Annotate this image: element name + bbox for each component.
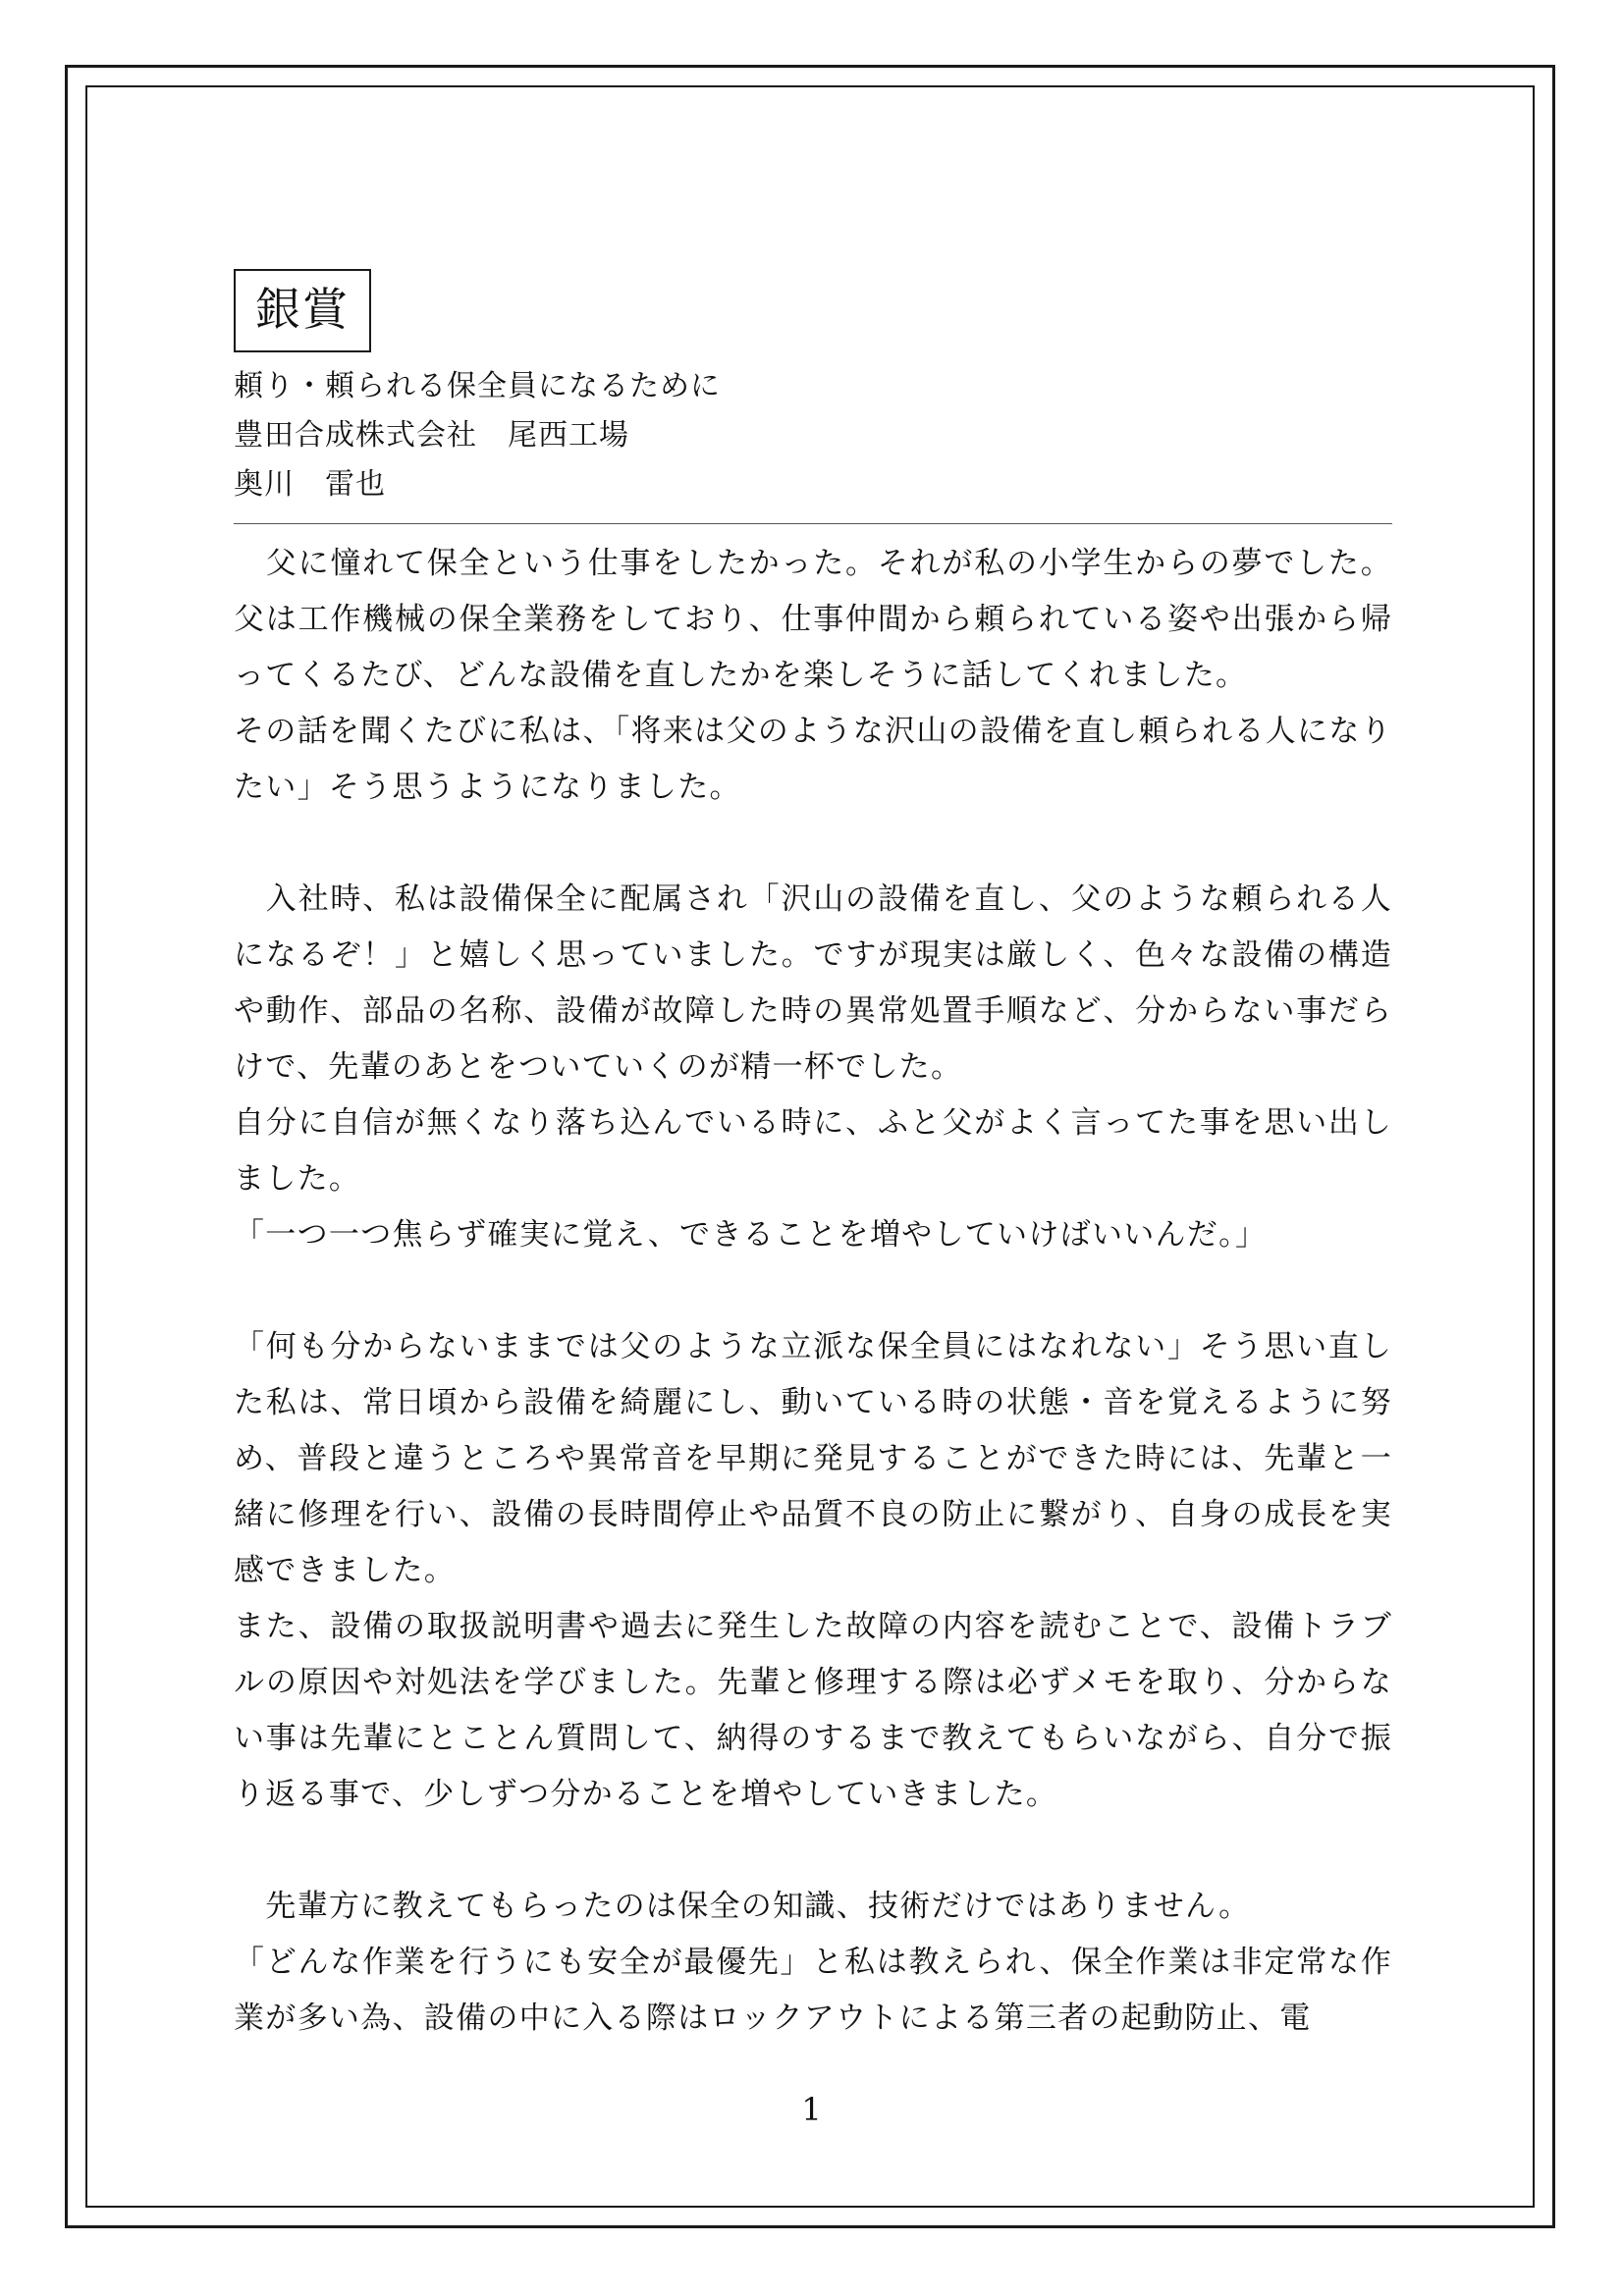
paragraph-7: また、設備の取扱説明書や過去に発生した故障の内容を読むことで、設備トラブルの原因や対処法を学びました。先輩と修理する際は必ずメモを取り、分からない事は先輩にとことん質問して、納得のするまで教えてもらいながら、自分で振り返る事で、少しずつ分かることを増やしていきました。 — [234, 1608, 1392, 1812]
paragraph-6: 「何も分からないままでは父のような立派な保全員にはなれない」そう思い直した私は、常日頃から設備を綺麗にし、動いている時の状態・音を覚えるように努め、普段と違うところや異常音を早期に発見することができた時には、先輩と一緒に修理を行い、設備の長時間停止や品質不良の防止に繋がり、自身の成長を実感できました。 — [234, 1328, 1392, 1588]
header-divider — [234, 523, 1392, 524]
paragraph-4: 自分に自信が無くなり落ち込んでいる時に、ふと父がよく言ってた事を思い出しました。 — [234, 1104, 1392, 1197]
paragraph-gap — [234, 1823, 1392, 1879]
paragraph-gap — [234, 1263, 1392, 1319]
paragraph-3: 入社時、私は設備保全に配属され「沢山の設備を直し、父のような頼られる人になるぞ！」と嬉しく思っていました。ですが現実は厳しく、色々な設備の構造や動作、部品の名称、設備が故障した時の異常処置手順など、分からない事だらけで、先輩のあとをついていくのが精一杯でした。 — [234, 881, 1392, 1085]
essay-title: 頼り・頼られる保全員になるために — [234, 368, 721, 403]
page-number: 1 — [801, 2091, 822, 2128]
paragraph-1: 父に憧れて保全という仕事をしたかった。それが私の小学生からの夢でした。父は工作機械の保全業務をしており、仕事仲間から頼られている姿や出張から帰ってくるたび、どんな設備を直したかを楽しそうに話してくれました。 — [234, 545, 1392, 693]
paragraph-2: その話を聞くたびに私は、「将来は父のような沢山の設備を直し頼られる人になりたい」そう思うようになりました。 — [234, 713, 1392, 805]
paragraph-9: 「どんな作業を行うにも安全が最優先」と私は教えられ、保全作業は非定常な作業が多い為、設備の中に入る際はロックアウトによる第三者の起動防止、電 — [234, 1944, 1392, 2036]
essay-content — [234, 269, 1392, 2047]
company-name: 豊田合成株式会社 尾西工場 — [234, 417, 629, 453]
award-badge: 銀賞 — [234, 269, 371, 352]
paragraph-8: 先輩方に教えてもらったのは保全の知識、技術だけではありません。 — [234, 1888, 1251, 1924]
paragraph-gap — [234, 816, 1392, 872]
paragraph-5: 「一つ一つ焦らず確実に覚え、できることを増やしていけばいいんだ。」 — [234, 1216, 1268, 1253]
author-name: 奥川 雷也 — [234, 466, 386, 502]
